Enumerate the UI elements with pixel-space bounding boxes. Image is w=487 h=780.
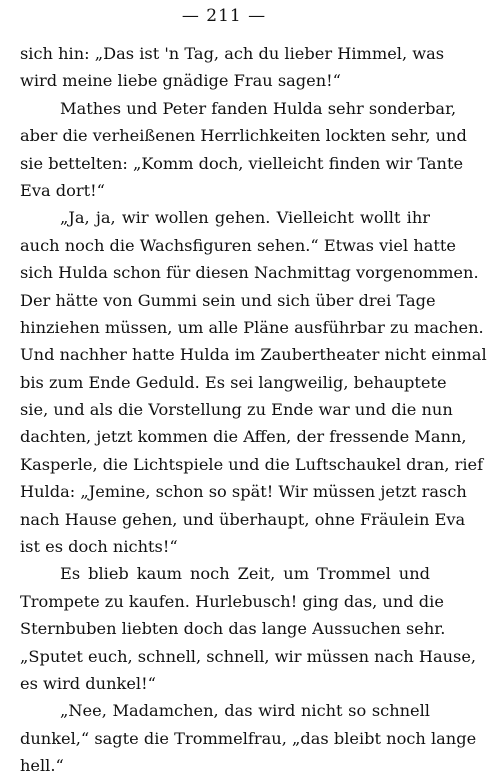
text-line: auch noch die Wachsfiguren sehen.“ Etwas viel hatte [20,235,456,255]
text-line: nach Hause gehen, und überhaupt, ohne Fräulein Eva [20,509,466,529]
text-line: „Sputet euch, schnell, schnell, wir müssen nach Hause, [20,646,477,666]
text-line: ist es doch nichts!“ [20,537,178,557]
text-line: sie bettelten: „Komm doch, vielleicht finden wir Tante [20,153,464,173]
text-line: sich Hulda schon für diesen Nachmittag vorgenommen. [20,263,479,283]
text-line: Kasperle, die Lichtspiele und die Luftschaukel dran, rief [20,454,484,474]
text-line: es wird dunkel!“ [20,673,156,693]
text-line: dachten, jetzt kommen die Affen, der fressende Mann, [20,427,467,447]
text-line: Es blieb kaum noch Zeit, um Trommel und [60,564,430,584]
text-line: „Nee, Madamchen, das wird nicht so schnell [60,701,430,721]
text-line: hinziehen müssen, um alle Pläne ausführbar zu machen. [20,317,484,337]
text-line: aber die verheißenen Herrlichkeiten lockten sehr, und [20,126,467,146]
text-line: dunkel,“ sagte die Trommelfrau, „das bleibt noch lange [20,728,477,748]
text-line: Sternbuben liebten doch das lange Aussuchen sehr. [20,619,446,639]
text-line: „Ja, ja, wir wollen gehen. Vielleicht wollt ihr [60,208,430,228]
text-line: sich hin: „Das ist 'n Tag, ach du lieber Himmel, was [20,44,445,63]
text-line: Der hätte von Gummi sein und sich über drei Tage [20,290,436,310]
text-line: wird meine liebe gnädige Frau sagen!“ [20,71,341,91]
text-line: Eva dort!“ [20,180,105,200]
body-text [20,40,487,780]
text-line: sie, und als die Vorstellung zu Ende war und die nun [20,400,453,420]
text-line: Und nachher hatte Hulda im Zaubertheater nicht einmal [20,345,487,365]
page-number: — 211 — [181,6,267,26]
text-line: Trompete zu kaufen. Hurlebusch! ging das, und die [20,591,444,611]
text-line: Mathes und Peter fanden Hulda sehr sonderbar, [60,98,457,118]
text-line: bis zum Ende Geduld. Es sei langweilig, behauptete [20,372,447,392]
text-line: Hulda: „Jemine, schon so spät! Wir müssen jetzt rasch [20,482,467,502]
text-line: hell.“ [20,756,64,776]
